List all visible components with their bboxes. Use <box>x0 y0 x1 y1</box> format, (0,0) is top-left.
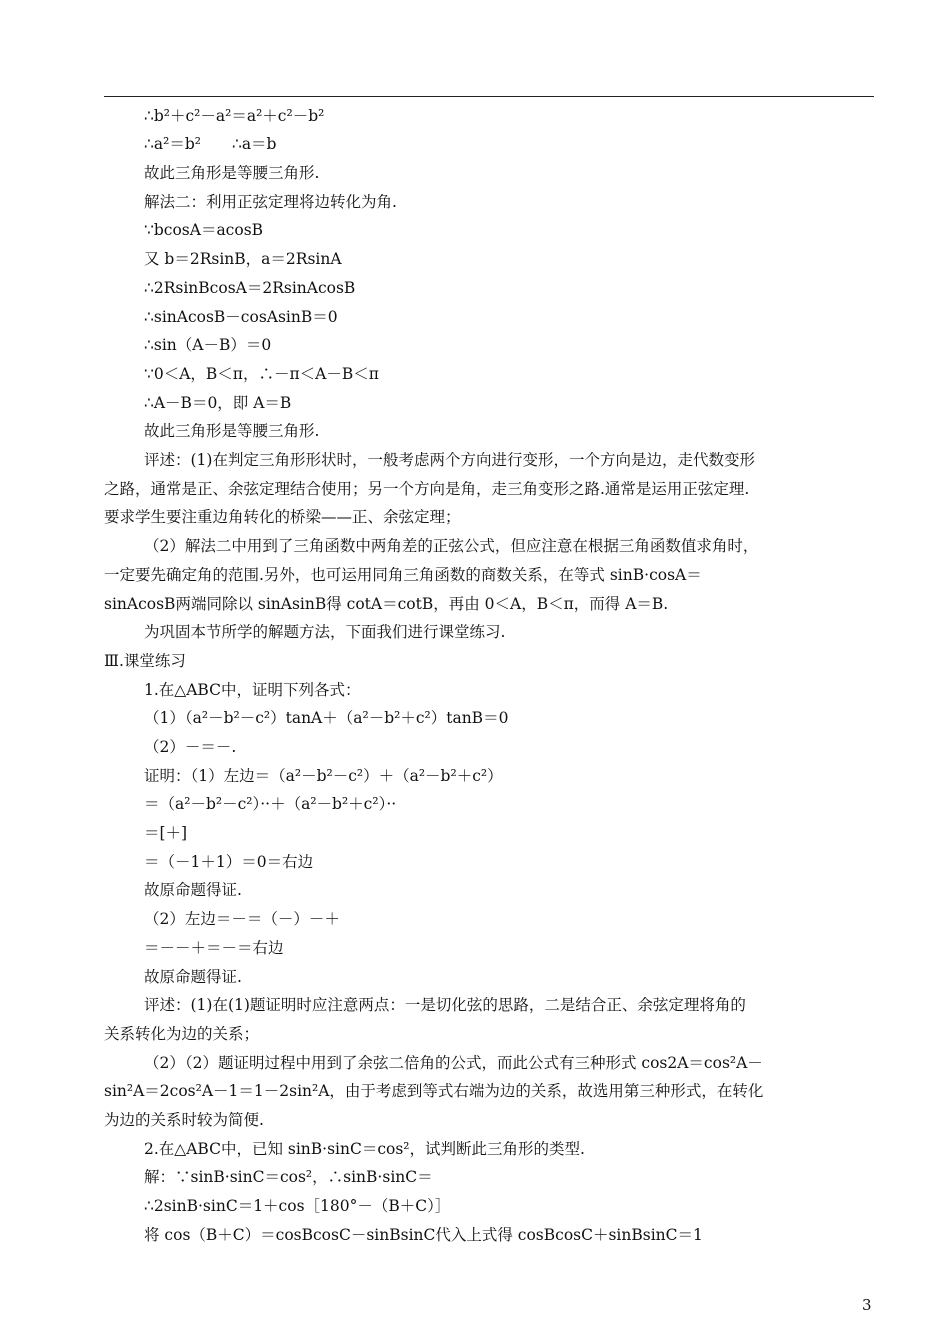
text-line: 1.在△ABC中，证明下列各式： <box>144 681 361 699</box>
text-line: ＝（－1＋1）＝0＝右边 <box>144 853 314 871</box>
text-line: sinAcosB两端同除以 sinAsinB得 cotA＝cotB，再由 0＜A，B＜π，而得 A＝B. <box>104 595 669 613</box>
text-line: ∴sinAcosB－cosAsinB＝0 <box>144 308 338 326</box>
text-line: ∵0＜A，B＜π，∴－π＜A－B＜π <box>144 365 379 383</box>
text-line: 一定要先确定角的范围.另外，也可运用同角三角函数的商数关系，在等式 sinB·cosA＝ <box>104 566 702 584</box>
text-line: 要求学生要注重边角转化的桥梁——正、余弦定理； <box>104 508 461 526</box>
text-line: 故此三角形是等腰三角形. <box>144 164 320 182</box>
text-line: 解：∵sinB·sinC＝cos²，∴sinB·sinC＝ <box>144 1168 433 1186</box>
text-line: （1）（a²－b²－c²）tanA＋（a²－b²＋c²）tanB＝0 <box>144 709 509 727</box>
text-line: 为巩固本节所学的解题方法，下面我们进行课堂练习. <box>144 623 506 641</box>
page-number: 3 <box>862 1296 872 1314</box>
text-line: ∴b²＋c²－a²＝a²＋c²－b² <box>144 107 325 125</box>
text-line: （2）左边＝－＝（－）－＋ <box>144 910 340 928</box>
text-line: ∴a²＝b² ∴a＝b <box>144 135 277 153</box>
text-line: ∴2sinB·sinC＝1＋cos［180°－（B＋C）］ <box>144 1197 451 1215</box>
text-line: 故此三角形是等腰三角形. <box>144 422 320 440</box>
text-line: 2.在△ABC中，已知 sinB·sinC＝cos²，试判断此三角形的类型. <box>144 1140 585 1158</box>
text-line: （2）解法二中用到了三角函数中两角差的正弦公式，但应注意在根据三角函数值求角时， <box>144 537 759 555</box>
text-line: 为边的关系时较为简便. <box>104 1111 264 1129</box>
text-line: ∴A－B＝0，即 A＝B <box>144 394 292 412</box>
text-line: 将 cos（B＋C）＝cosBcosC－sinBsinC代入上式得 cosBcosC＋sinBsinC＝1 <box>144 1226 703 1244</box>
text-line: ＝[＋] <box>144 824 188 842</box>
text-line: ＝－－＋＝－＝右边 <box>144 939 284 957</box>
text-line: 之路，通常是正、余弦定理结合使用；另一个方向是角，走三角变形之路.通常是运用正弦定理. <box>104 480 750 498</box>
text-line: 证明：（1）左边＝（a²－b²－c²）＋（a²－b²＋c²） <box>144 767 503 785</box>
text-line: ∴2RsinBcosA＝2RsinAcosB <box>144 279 356 297</box>
text-line: ∴sin（A－B）＝0 <box>144 336 272 354</box>
text-line: sin²A＝2cos²A－1＝1－2sin²A，由于考虑到等式右端为边的关系，故选用第三种形式，在转化 <box>104 1082 764 1100</box>
header-rule <box>104 96 874 97</box>
text-line: ∵bcosA＝acosB <box>144 221 264 239</box>
text-line: 故原命题得证. <box>144 881 242 899</box>
text-line: 评述：(1)在(1)题证明时应注意两点：一是切化弦的思路，二是结合正、余弦定理将角的 <box>144 996 746 1014</box>
text-line: 关系转化为边的关系； <box>104 1025 260 1043</box>
text-line: 又 b＝2RsinB，a＝2RsinA <box>144 250 342 268</box>
text-line: 评述：(1)在判定三角形形状时，一般考虑两个方向进行变形，一个方向是边，走代数变形 <box>144 451 755 469</box>
section-heading: Ⅲ.课堂练习 <box>104 652 186 670</box>
text-line: 解法二：利用正弦定理将边转化为角. <box>144 193 397 211</box>
text-line: ＝（a²－b²－c²）··＋（a²－b²＋c²）·· <box>144 795 397 813</box>
text-line: 故原命题得证. <box>144 968 242 986</box>
text-line: （2）（2）题证明过程中用到了余弦二倍角的公式，而此公式有三种形式 cos2A＝cos²A－ <box>144 1054 763 1072</box>
text-line: （2）－＝－. <box>144 738 237 756</box>
